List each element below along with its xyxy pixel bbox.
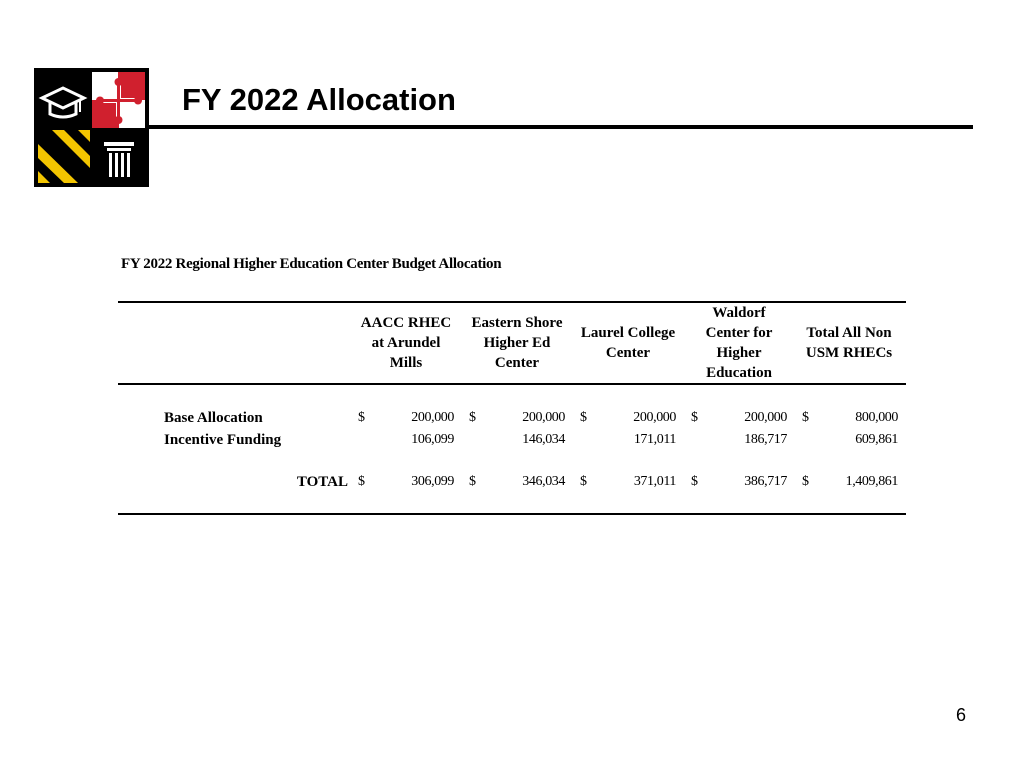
cell-incentive-eastern-shore: 146,034 [522, 432, 565, 447]
currency-symbol: $ [580, 410, 587, 425]
table-header-rule [118, 383, 906, 385]
cell-total-eastern-shore: 346,034 [522, 474, 565, 489]
cell-total-total: 1,409,861 [845, 474, 898, 489]
currency-symbol: $ [802, 410, 809, 425]
currency-symbol: $ [358, 410, 365, 425]
page-number: 6 [955, 705, 966, 725]
row-label-base-allocation: Base Allocation [164, 410, 263, 426]
graduation-cap-icon [42, 88, 84, 117]
currency-symbol: $ [691, 410, 698, 425]
cell-base-laurel: 200,000 [633, 410, 676, 425]
cell-incentive-aacc: 106,099 [411, 432, 454, 447]
column-header-eastern-shore: Eastern Shore Higher Ed Center [471, 314, 563, 371]
cell-total-aacc: 306,099 [411, 474, 454, 489]
maryland-cross-icon [92, 72, 145, 128]
cell-incentive-waldorf: 186,717 [744, 432, 787, 447]
currency-symbol: $ [580, 474, 587, 489]
column-header-waldorf-center: Waldorf Center for Higher Education [705, 304, 773, 381]
cell-total-laurel: 371,011 [633, 474, 676, 489]
column-header-aacc-rhec: AACC RHEC at Arundel Mills [360, 314, 452, 371]
cell-base-total: 800,000 [855, 410, 898, 425]
cell-base-eastern-shore: 200,000 [522, 410, 565, 425]
currency-symbol: $ [358, 474, 365, 489]
cell-incentive-total: 609,861 [855, 432, 898, 447]
cell-incentive-laurel: 171,011 [633, 432, 676, 447]
column-pillar-icon [104, 142, 134, 177]
maryland-logo [34, 68, 149, 187]
column-header-total-non-usm: Total All Non USM RHECs [805, 324, 893, 361]
slide-title: FY 2022 Allocation [182, 82, 456, 117]
cell-total-waldorf: 386,717 [744, 474, 787, 489]
currency-symbol: $ [691, 474, 698, 489]
row-label-total: TOTAL [296, 474, 348, 490]
cell-base-aacc: 200,000 [411, 410, 454, 425]
currency-symbol: $ [802, 474, 809, 489]
column-header-laurel-college: Laurel College Center [580, 324, 676, 361]
table-bottom-rule [118, 513, 906, 515]
title-divider [149, 125, 973, 129]
currency-symbol: $ [469, 474, 476, 489]
row-label-incentive-funding: Incentive Funding [164, 432, 282, 448]
maryland-flag-quadrant-icon [38, 130, 90, 183]
currency-symbol: $ [469, 410, 476, 425]
table-caption: FY 2022 Regional Higher Education Center Budget Allocation [121, 256, 502, 272]
cell-base-waldorf: 200,000 [744, 410, 787, 425]
